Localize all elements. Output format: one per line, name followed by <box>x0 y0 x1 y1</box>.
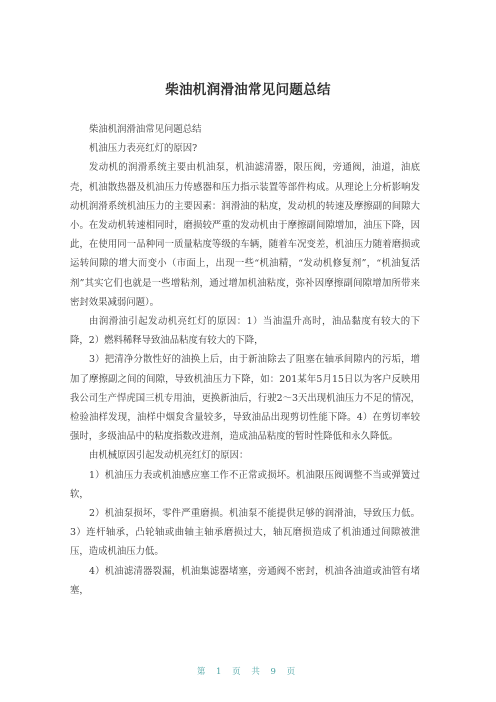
paragraph: 4）机油滤清器裂漏，机油集滤器堵塞，旁通阀不密封，机油各油道或油管有堵塞， <box>70 565 420 596</box>
paragraph: 发动机的润滑系统主要由机油泵，机油滤清器，限压阀，旁通阀，油道，油底壳，机油散热器及机油压力传感器和压力指示装置等部件构成。从理论上分析影响发动机润滑系统机油压力的主要因素：润滑油的粘度，发动机的转速及摩擦副的间隙大小。在发动机转速相同时，磨损较严重的发动机由于摩擦副间隙增加，油压下降，因此，在使用同一品种同一质量粘度等级的车辆，随着车况变差，机油压力随着磨损或运转间隙的增大而变小（市面上，出现一些“机油精，“发动机修复剂”，“机油复活剂”其实它们也就是一些增粘剂，通过增加机油粘度，弥补因摩擦副间隙增加所带来密封效果减弱问题）。 <box>70 162 420 308</box>
paragraph: 由机械原因引起发动机亮红灯的原因： <box>89 450 249 462</box>
paragraph: 柴油机润滑油常见问题总结 <box>89 124 202 135</box>
paragraph: 机油压力表亮红灯的原因? <box>89 143 198 155</box>
paragraph: 3）把清净分散性好的油换上后，由于新油除去了阻塞在轴承间隙内的污垢，增加了摩擦副之间的间隙，导致机油压力下降，如：201某年5月15日以为客户反映用我公司生产悍虎国三机专用油，更换新油后，行驶2～3天出现机油压力不足的情况，检验油样发现，油样中烟炱含量较多，导致油品出现剪切性能下降。4）在剪切率较强时，多级油品中的粘度指数改进剂，造成油品粘度的暂时性降低和永久降低。 <box>70 354 420 443</box>
paragraph: 2）机油泵损坏，零件严重磨损。机油泵不能提供足够的润滑油，导致压力低。3）连杆轴承，凸轮轴或曲轴主轴承磨损过大，轴瓦磨损造成了机油通过间隙被泄压，造成机油压力低。 <box>70 508 420 558</box>
page-footer: 第 1 页 共 9 页 <box>196 667 300 677</box>
paragraph: 由润滑油引起发动机亮红灯的原因：1）当油温升高时，油品黏度有较大的下降，2）燃料稀释导致油品粘度有较大的下降， <box>70 316 420 347</box>
document-body <box>70 120 420 600</box>
paragraph: 1）机油压力表或机油感应塞工作不正常或损坏。机油限压阀调整不当或弹簧过软， <box>70 469 420 500</box>
document-title: 柴油机润滑油常见问题总结 <box>165 82 331 98</box>
